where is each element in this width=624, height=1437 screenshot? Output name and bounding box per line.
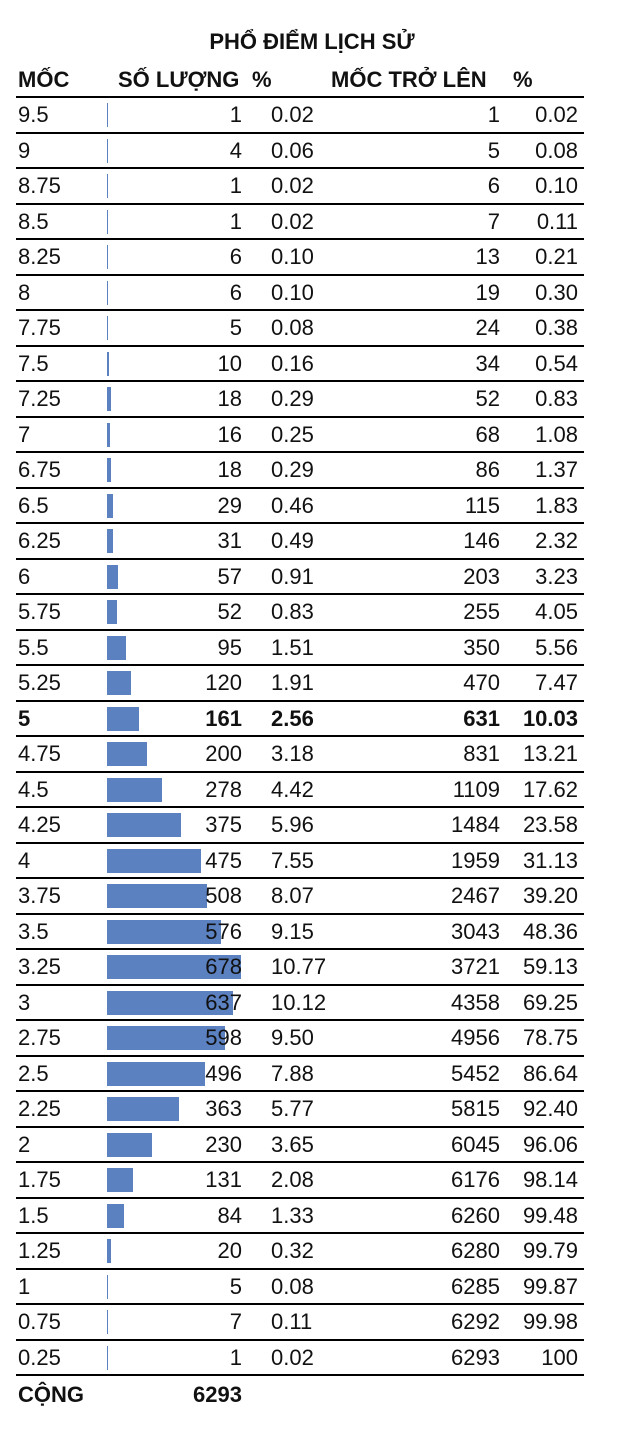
count-bar <box>107 707 139 731</box>
pct-cell: 0.29 <box>271 457 314 482</box>
score-cell: 3 <box>18 989 31 1015</box>
table-row <box>0 630 624 666</box>
pct-cell: 2.08 <box>271 1167 314 1192</box>
pct-cell: 0.02 <box>271 173 314 198</box>
count-bar <box>107 1097 179 1121</box>
cum-pct-cell: 10.03 <box>522 705 578 731</box>
cum-pct-cell: 5.56 <box>535 634 578 660</box>
pct-cell: 7.88 <box>271 1060 314 1086</box>
count-cell: 576 <box>205 918 242 944</box>
cum-pct-cell: 0.38 <box>535 315 578 340</box>
table-row <box>0 1269 624 1305</box>
cumulative-cell: 5815 <box>451 1096 500 1121</box>
table-row <box>0 1162 624 1198</box>
score-cell: 5 <box>18 705 31 731</box>
score-cell: 6.25 <box>18 528 61 553</box>
table-row <box>0 772 624 808</box>
pct-cell: 0.83 <box>271 599 314 624</box>
score-cell: 5.5 <box>18 634 49 660</box>
cumulative-cell: 19 <box>475 279 500 305</box>
count-bar <box>107 316 108 340</box>
cum-pct-cell: 0.02 <box>535 102 578 127</box>
table-row <box>0 1233 624 1269</box>
table-row <box>0 275 624 311</box>
table-row <box>0 1091 624 1127</box>
score-cell: 5.25 <box>18 670 61 695</box>
score-cell: 2.5 <box>18 1060 49 1086</box>
count-cell: 95 <box>217 634 242 660</box>
cum-pct-cell: 0.83 <box>535 386 578 411</box>
count-cell: 363 <box>205 1096 242 1121</box>
cumulative-cell: 13 <box>475 244 500 269</box>
pct-cell: 0.02 <box>271 102 314 127</box>
count-cell: 508 <box>205 883 242 908</box>
cumulative-cell: 34 <box>475 350 500 376</box>
table-row <box>0 1127 624 1163</box>
cum-pct-cell: 98.14 <box>522 1167 578 1192</box>
table-row <box>0 594 624 630</box>
header-cum-pct: % <box>513 67 533 92</box>
pct-cell: 0.91 <box>271 563 314 589</box>
cum-pct-cell: 1.83 <box>535 492 578 518</box>
score-cell: 7.25 <box>18 386 61 411</box>
pct-cell: 0.32 <box>271 1238 314 1263</box>
count-cell: 16 <box>217 421 242 447</box>
cum-pct-cell: 39.20 <box>522 883 578 908</box>
count-bar <box>107 884 207 908</box>
cum-pct-cell: 4.05 <box>535 599 578 624</box>
score-cell: 7.75 <box>18 315 61 340</box>
score-cell: 8.75 <box>18 173 61 198</box>
count-cell: 18 <box>217 457 242 482</box>
cumulative-cell: 5 <box>487 137 500 163</box>
cum-pct-cell: 99.98 <box>522 1309 578 1334</box>
cumulative-cell: 5452 <box>451 1060 500 1086</box>
score-cell: 8.5 <box>18 208 49 234</box>
count-cell: 1 <box>229 208 242 234</box>
count-bar <box>107 245 108 269</box>
count-bar <box>107 139 108 163</box>
total-label: CỘNG <box>18 1382 84 1407</box>
cumulative-cell: 831 <box>463 741 500 766</box>
cum-pct-cell: 0.54 <box>535 350 578 376</box>
cumulative-cell: 115 <box>464 492 500 518</box>
cumulative-cell: 470 <box>463 670 500 695</box>
score-cell: 0.75 <box>18 1309 61 1334</box>
cum-pct-cell: 23.58 <box>522 812 578 837</box>
count-cell: 200 <box>205 741 242 766</box>
count-bar <box>107 1275 108 1299</box>
cum-pct-cell: 1.37 <box>535 457 578 482</box>
count-bar <box>107 103 108 127</box>
cumulative-cell: 3721 <box>451 954 500 979</box>
cum-pct-cell: 86.64 <box>522 1060 578 1086</box>
pct-cell: 1.91 <box>271 670 314 695</box>
cum-pct-cell: 3.23 <box>535 563 578 589</box>
table-row <box>0 701 624 737</box>
count-bar <box>107 1133 152 1157</box>
cum-pct-cell: 13.21 <box>522 741 578 766</box>
pct-cell: 0.11 <box>271 1309 313 1334</box>
pct-cell: 1.51 <box>271 634 314 660</box>
table-row <box>0 1020 624 1056</box>
table-row <box>0 1304 624 1340</box>
count-bar <box>107 636 126 660</box>
pct-cell: 10.77 <box>271 954 327 979</box>
cum-pct-cell: 0.08 <box>535 137 578 163</box>
pct-cell: 0.02 <box>271 208 314 234</box>
cum-pct-cell: 7.47 <box>535 670 578 695</box>
cumulative-cell: 631 <box>463 705 500 731</box>
pct-cell: 10.12 <box>271 989 327 1015</box>
count-bar <box>107 778 162 802</box>
score-cell: 4.25 <box>18 812 61 837</box>
pct-cell: 1.33 <box>271 1202 314 1228</box>
score-cell: 6.75 <box>18 457 61 482</box>
pct-cell: 0.10 <box>271 279 314 305</box>
count-bar <box>107 1062 205 1086</box>
count-cell: 637 <box>205 989 242 1015</box>
row-divider <box>16 1374 584 1376</box>
count-bar <box>107 281 108 305</box>
score-cell: 4.75 <box>18 741 61 766</box>
table-row <box>0 807 624 843</box>
score-cell: 1.75 <box>18 1167 61 1192</box>
count-cell: 475 <box>205 847 242 873</box>
cumulative-cell: 68 <box>475 421 500 447</box>
score-cell: 1.25 <box>18 1238 61 1263</box>
count-bar <box>107 494 113 518</box>
cum-pct-cell: 0.21 <box>535 244 578 269</box>
count-bar <box>107 813 181 837</box>
pct-cell: 0.06 <box>271 137 314 163</box>
header-pct: % <box>252 67 272 92</box>
score-cell: 3.5 <box>18 918 49 944</box>
count-cell: 18 <box>217 386 242 411</box>
count-bar <box>107 920 221 944</box>
count-bar <box>107 600 117 624</box>
table-row <box>0 417 624 453</box>
table-row <box>0 878 624 914</box>
cumulative-cell: 4358 <box>451 989 500 1015</box>
count-bar <box>107 210 108 234</box>
table-row <box>0 488 624 524</box>
count-bar <box>107 174 108 198</box>
table-row <box>0 523 624 559</box>
score-cell: 0.25 <box>18 1344 61 1370</box>
cumulative-cell: 4956 <box>451 1025 500 1050</box>
cum-pct-cell: 0.10 <box>535 173 578 198</box>
pct-cell: 8.07 <box>271 883 314 908</box>
count-cell: 120 <box>205 670 242 695</box>
cumulative-cell: 6 <box>487 173 500 198</box>
cumulative-cell: 350 <box>463 634 500 660</box>
cum-pct-cell: 0.30 <box>535 279 578 305</box>
cum-pct-cell: 48.36 <box>522 918 578 944</box>
cumulative-cell: 6260 <box>451 1202 500 1228</box>
cum-pct-cell: 59.13 <box>522 954 578 979</box>
count-bar <box>107 458 111 482</box>
cumulative-cell: 3043 <box>451 918 500 944</box>
pct-cell: 5.96 <box>271 812 314 837</box>
count-bar <box>107 849 201 873</box>
count-cell: 496 <box>205 1060 242 1086</box>
pct-cell: 5.77 <box>271 1096 314 1121</box>
score-cell: 6 <box>18 563 31 589</box>
count-cell: 5 <box>229 315 242 340</box>
count-cell: 161 <box>205 705 242 731</box>
cumulative-cell: 1959 <box>451 847 500 873</box>
cum-pct-cell: 99.48 <box>522 1202 578 1228</box>
pct-cell: 0.49 <box>271 528 314 553</box>
score-cell: 4.5 <box>18 776 49 802</box>
cumulative-cell: 86 <box>475 457 500 482</box>
count-bar <box>107 671 131 695</box>
header-count: SỐ LƯỢNG <box>118 67 240 92</box>
table-row <box>0 168 624 204</box>
count-bar <box>107 1346 108 1370</box>
cumulative-cell: 146 <box>463 528 500 553</box>
table-row <box>0 665 624 701</box>
table-row <box>0 949 624 985</box>
cum-pct-cell: 17.62 <box>522 776 578 802</box>
score-cell: 6.5 <box>18 492 49 518</box>
score-cell: 1.5 <box>18 1202 49 1228</box>
pct-cell: 0.10 <box>271 244 314 269</box>
count-cell: 1 <box>229 1344 242 1370</box>
cumulative-cell: 203 <box>463 563 500 589</box>
cumulative-cell: 6176 <box>451 1167 500 1192</box>
table-row <box>0 204 624 240</box>
score-cell: 3.75 <box>18 883 61 908</box>
pct-cell: 9.15 <box>271 918 314 944</box>
count-cell: 278 <box>205 776 242 802</box>
total-value: 6293 <box>193 1382 242 1407</box>
cumulative-cell: 6292 <box>451 1309 500 1334</box>
count-cell: 598 <box>205 1025 242 1050</box>
count-bar <box>107 423 110 447</box>
cum-pct-cell: 96.06 <box>522 1131 578 1157</box>
cum-pct-cell: 31.13 <box>522 847 578 873</box>
pct-cell: 2.56 <box>271 705 314 731</box>
count-cell: 31 <box>217 528 242 553</box>
pct-cell: 7.55 <box>271 847 314 873</box>
count-cell: 7 <box>229 1309 242 1334</box>
count-bar <box>107 742 147 766</box>
table-row <box>0 1056 624 1092</box>
count-cell: 10 <box>217 350 242 376</box>
table-row <box>0 985 624 1021</box>
cumulative-cell: 6280 <box>451 1238 500 1263</box>
score-cell: 3.25 <box>18 954 61 979</box>
pct-cell: 0.29 <box>271 386 314 411</box>
count-cell: 4 <box>229 137 242 163</box>
cum-pct-cell: 78.75 <box>522 1025 578 1050</box>
cumulative-cell: 2467 <box>451 883 500 908</box>
cum-pct-cell: 2.32 <box>535 528 578 553</box>
table-row <box>0 346 624 382</box>
page-title: PHỔ ĐIỂM LỊCH SỬ <box>209 29 415 54</box>
score-cell: 7.5 <box>18 350 49 376</box>
cum-pct-cell: 100 <box>541 1344 578 1370</box>
score-cell: 2.75 <box>18 1025 61 1050</box>
count-cell: 1 <box>229 102 242 127</box>
cumulative-cell: 1 <box>487 102 500 127</box>
count-cell: 678 <box>205 954 242 979</box>
pct-cell: 0.46 <box>271 492 314 518</box>
score-cell: 7 <box>18 421 31 447</box>
score-cell: 2.25 <box>18 1096 61 1121</box>
cum-pct-cell: 0.11 <box>536 208 578 234</box>
pct-cell: 0.16 <box>271 350 314 376</box>
cumulative-cell: 255 <box>463 599 500 624</box>
table-row <box>0 381 624 417</box>
table-row <box>0 1340 624 1376</box>
pct-cell: 0.08 <box>271 315 314 340</box>
score-cell: 4 <box>18 847 31 873</box>
cumulative-cell: 6045 <box>451 1131 500 1157</box>
count-cell: 84 <box>217 1202 242 1228</box>
score-cell: 1 <box>18 1273 31 1299</box>
table-row <box>0 914 624 950</box>
pct-cell: 0.08 <box>271 1273 314 1299</box>
pct-cell: 9.50 <box>271 1025 314 1050</box>
cum-pct-cell: 92.40 <box>522 1096 578 1121</box>
score-cell: 9.5 <box>18 102 49 127</box>
table-row <box>0 97 624 133</box>
count-bar <box>107 1310 108 1334</box>
cumulative-cell: 1484 <box>451 812 500 837</box>
table-row <box>0 239 624 275</box>
table-row <box>0 133 624 169</box>
pct-cell: 3.18 <box>271 741 314 766</box>
cum-pct-cell: 99.87 <box>522 1273 578 1299</box>
count-cell: 131 <box>205 1167 242 1192</box>
count-cell: 375 <box>205 812 242 837</box>
cumulative-cell: 6293 <box>451 1344 500 1370</box>
header-cumulative: MỐC TRỞ LÊN <box>331 67 487 92</box>
table-row <box>0 1198 624 1234</box>
cumulative-cell: 7 <box>487 208 500 234</box>
count-bar <box>107 1204 124 1228</box>
cum-pct-cell: 1.08 <box>535 421 578 447</box>
count-cell: 230 <box>205 1131 242 1157</box>
header-score: MỐC <box>18 67 70 92</box>
pct-cell: 0.02 <box>271 1344 314 1370</box>
cumulative-cell: 6285 <box>451 1273 500 1299</box>
pct-cell: 3.65 <box>271 1131 314 1157</box>
count-cell: 20 <box>217 1238 242 1263</box>
count-bar <box>107 1239 111 1263</box>
score-cell: 2 <box>18 1131 31 1157</box>
count-cell: 52 <box>217 599 242 624</box>
count-cell: 57 <box>217 563 242 589</box>
score-cell: 5.75 <box>18 599 61 624</box>
count-bar <box>107 352 109 376</box>
cumulative-cell: 52 <box>475 386 500 411</box>
count-cell: 29 <box>217 492 242 518</box>
count-cell: 6 <box>229 244 242 269</box>
table-row <box>0 559 624 595</box>
count-bar <box>107 565 118 589</box>
count-cell: 6 <box>229 279 242 305</box>
table-row <box>0 310 624 346</box>
cumulative-cell: 1109 <box>452 776 500 802</box>
score-cell: 8.25 <box>18 244 61 269</box>
cum-pct-cell: 69.25 <box>522 989 578 1015</box>
cum-pct-cell: 99.79 <box>522 1238 578 1263</box>
table-row <box>0 736 624 772</box>
pct-cell: 4.42 <box>271 776 314 802</box>
count-bar <box>107 387 111 411</box>
count-cell: 5 <box>229 1273 242 1299</box>
count-bar <box>107 1168 133 1192</box>
count-bar <box>107 529 113 553</box>
table-row <box>0 452 624 488</box>
count-cell: 1 <box>229 173 242 198</box>
table-row <box>0 843 624 879</box>
score-cell: 8 <box>18 279 31 305</box>
cumulative-cell: 24 <box>475 315 500 340</box>
pct-cell: 0.25 <box>271 421 314 447</box>
score-cell: 9 <box>18 137 31 163</box>
